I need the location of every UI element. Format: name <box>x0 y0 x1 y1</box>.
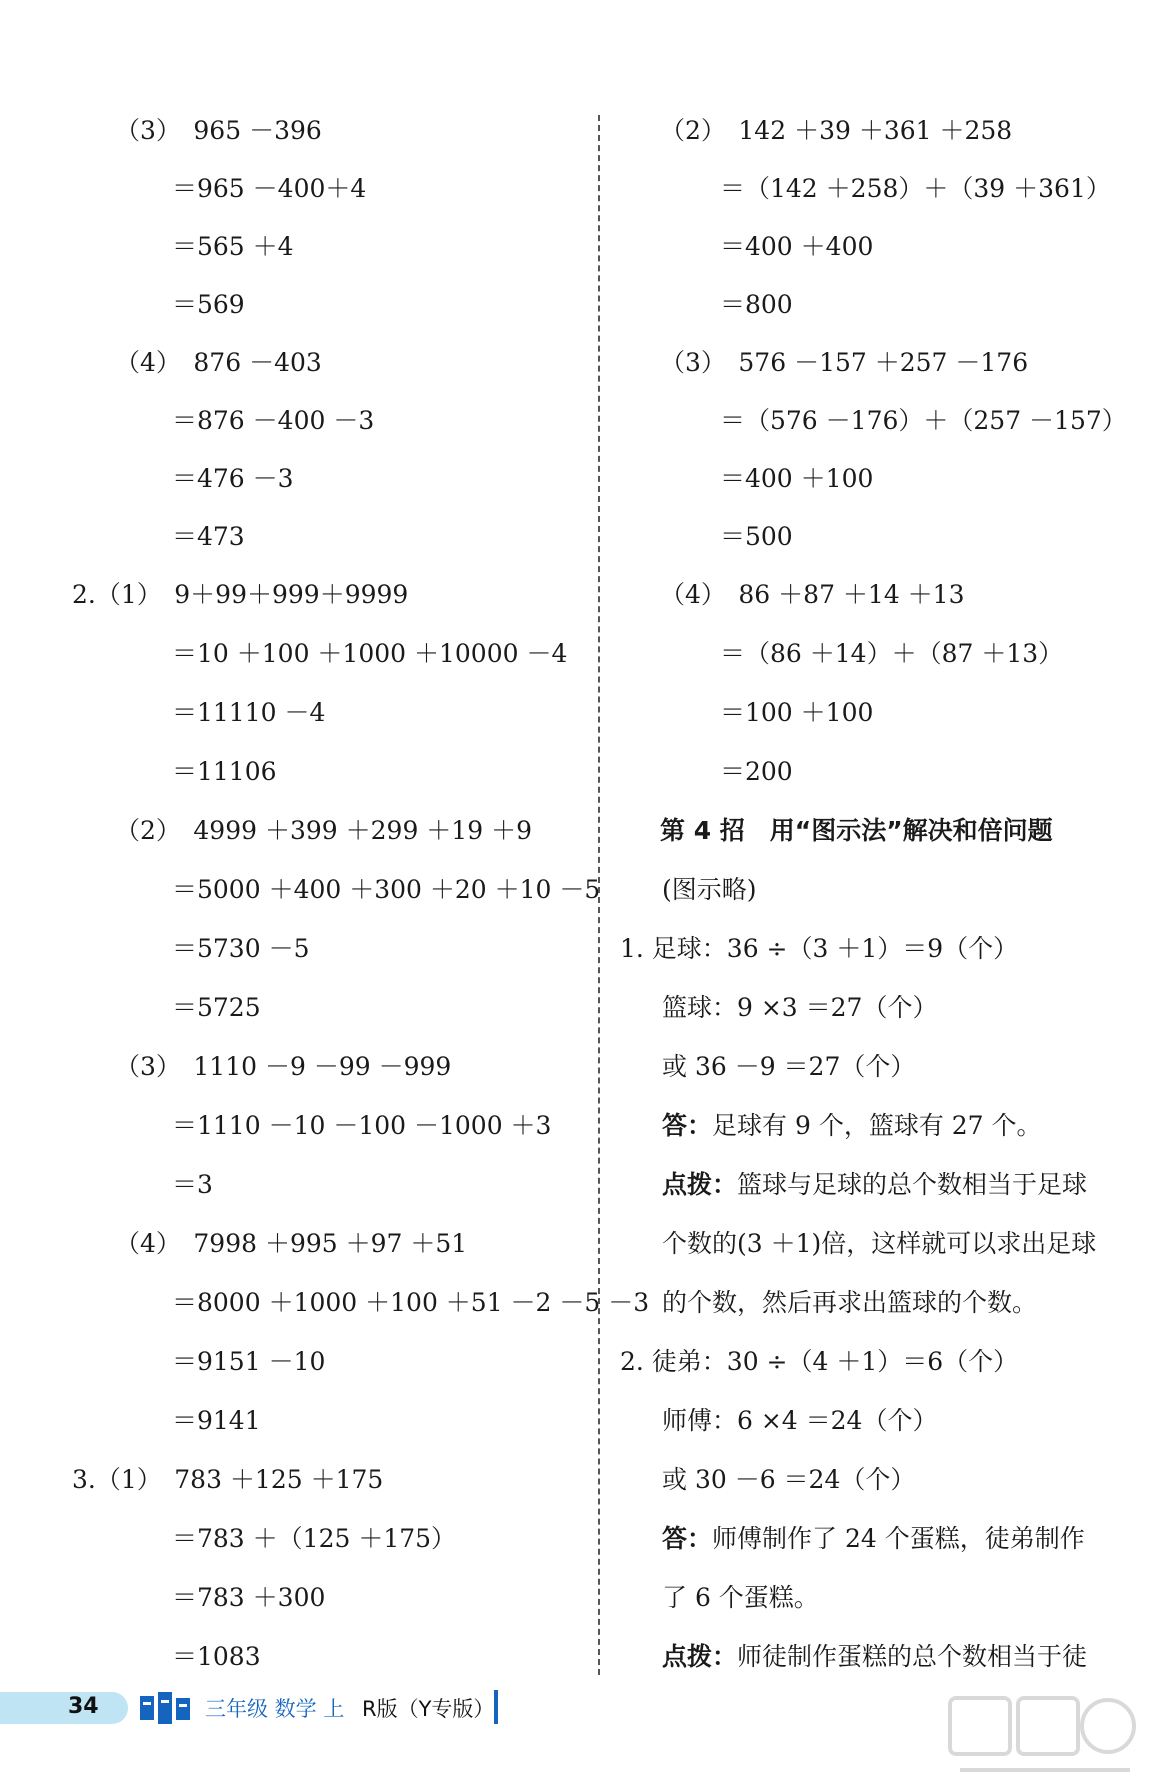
answer-label: 答： <box>662 1111 713 1140</box>
right-column-line: ＝400 ＋100 <box>720 464 874 493</box>
right-column-line <box>662 1110 1042 1142</box>
left-column-line: ＝11110 －4 <box>172 698 326 727</box>
book-title: 三年级 数学 上 <box>205 1697 345 1721</box>
left-column-line: ＝5730 －5 <box>172 934 310 963</box>
left-column-line: ＝473 <box>172 522 245 551</box>
column-divider <box>598 115 600 1675</box>
left-column-line: 3.（1） 783 ＋125 ＋175 <box>72 1465 384 1494</box>
watermark-stamp-icon <box>940 1690 1140 1790</box>
right-column-line: 第 4 招 用“图示法”解决和倍问题 <box>660 816 1053 845</box>
publisher-logo-icon <box>138 1690 192 1726</box>
left-column-line: （2） 4999 ＋399 ＋299 ＋19 ＋9 <box>115 816 532 845</box>
right-column-line <box>662 1523 1085 1555</box>
answer-label: 答： <box>662 1524 713 1553</box>
left-column-line: ＝1083 <box>172 1642 261 1671</box>
left-column-line: ＝783 ＋（125 ＋175） <box>172 1524 457 1553</box>
right-column-line: ＝800 <box>720 290 793 319</box>
right-column-line: ＝（142 ＋258）＋（39 ＋361） <box>720 174 1111 203</box>
left-column-line: ＝9141 <box>172 1406 261 1435</box>
left-column-line: （3） 1110 －9 －99 －999 <box>115 1052 452 1081</box>
left-column-line: ＝9151 －10 <box>172 1347 326 1376</box>
right-column-line: (图示略) <box>662 875 757 904</box>
right-column-line: 的个数，然后再求出篮球的个数。 <box>662 1288 1038 1317</box>
right-column-line: 个数的(3 ＋1)倍，这样就可以求出足球 <box>662 1229 1097 1258</box>
left-column-line: ＝5725 <box>172 993 261 1022</box>
right-column-line: ＝500 <box>720 522 793 551</box>
right-column-line: ＝100 ＋100 <box>720 698 874 727</box>
right-column-line: 师傅：6 ×4 ＝24（个） <box>662 1406 938 1435</box>
right-column-line: 2. 徒弟：30 ÷（4 ＋1）＝6（个） <box>620 1347 1019 1376</box>
left-column-line: ＝476 －3 <box>172 464 294 493</box>
left-column-line: （4） 7998 ＋995 ＋97 ＋51 <box>115 1229 468 1258</box>
left-column-line: ＝10 ＋100 ＋1000 ＋10000 －4 <box>172 639 568 668</box>
left-column-line: ＝569 <box>172 290 245 319</box>
footer-accent-bar <box>494 1690 498 1724</box>
left-column-line: ＝965 －400＋4 <box>172 174 367 203</box>
right-column-line: ＝（86 ＋14）＋（87 ＋13） <box>720 639 1064 668</box>
left-column-line: （3） 965 －396 <box>115 116 322 145</box>
right-column-line: 了 6 个蛋糕。 <box>662 1583 819 1612</box>
left-column-line: ＝5000 ＋400 ＋300 ＋20 ＋10 －5 <box>172 875 601 904</box>
answer-text: 足球有 9 个，篮球有 27 个。 <box>712 1111 1042 1140</box>
right-column-line: （3） 576 －157 ＋257 －176 <box>660 348 1029 377</box>
right-column-line: ＝400 ＋400 <box>720 232 874 261</box>
left-column-line: ＝876 －400 －3 <box>172 406 375 435</box>
hint-text: 师徒制作蛋糕的总个数相当于徒 <box>737 1642 1088 1671</box>
page-number: 34 <box>68 1694 99 1719</box>
right-column-line: ＝（576 －176）＋（257 －157） <box>720 406 1127 435</box>
right-column-line <box>662 1169 1087 1201</box>
page-number-tab <box>0 1692 128 1724</box>
right-column-line: （2） 142 ＋39 ＋361 ＋258 <box>660 116 1013 145</box>
left-column-line: ＝783 ＋300 <box>172 1583 326 1612</box>
page-footer <box>0 1688 520 1728</box>
right-column-line: 篮球：9 ×3 ＝27（个） <box>662 993 938 1022</box>
answer-text: 师傅制作了 24 个蛋糕，徒弟制作 <box>712 1524 1085 1553</box>
hint-label: 点拨： <box>662 1642 738 1671</box>
hint-text: 篮球与足球的总个数相当于足球 <box>737 1170 1088 1199</box>
left-column-line: ＝11106 <box>172 757 277 786</box>
left-column-line: ＝3 <box>172 1170 213 1199</box>
left-column-line: ＝1110 －10 －100 －1000 ＋3 <box>172 1111 552 1140</box>
right-column-line: 或 36 －9 ＝27（个） <box>662 1052 916 1081</box>
right-column-line: 1. 足球：36 ÷（3 ＋1）＝9（个） <box>620 934 1019 963</box>
left-column-line: 2.（1） 9＋99＋999＋9999 <box>72 580 409 609</box>
left-column-line: ＝8000 ＋1000 ＋100 ＋51 －2 －5 －3 <box>172 1288 650 1317</box>
right-column-line: ＝200 <box>720 757 793 786</box>
left-column-line: ＝565 ＋4 <box>172 232 294 261</box>
right-column-line: （4） 86 ＋87 ＋14 ＋13 <box>660 580 965 609</box>
hint-label: 点拨： <box>662 1170 738 1199</box>
right-column-line: 或 30 －6 ＝24（个） <box>662 1465 916 1494</box>
book-edition: R版（Y专版） <box>362 1697 495 1721</box>
left-column-line: （4） 876 －403 <box>115 348 322 377</box>
right-column-line <box>662 1641 1087 1673</box>
